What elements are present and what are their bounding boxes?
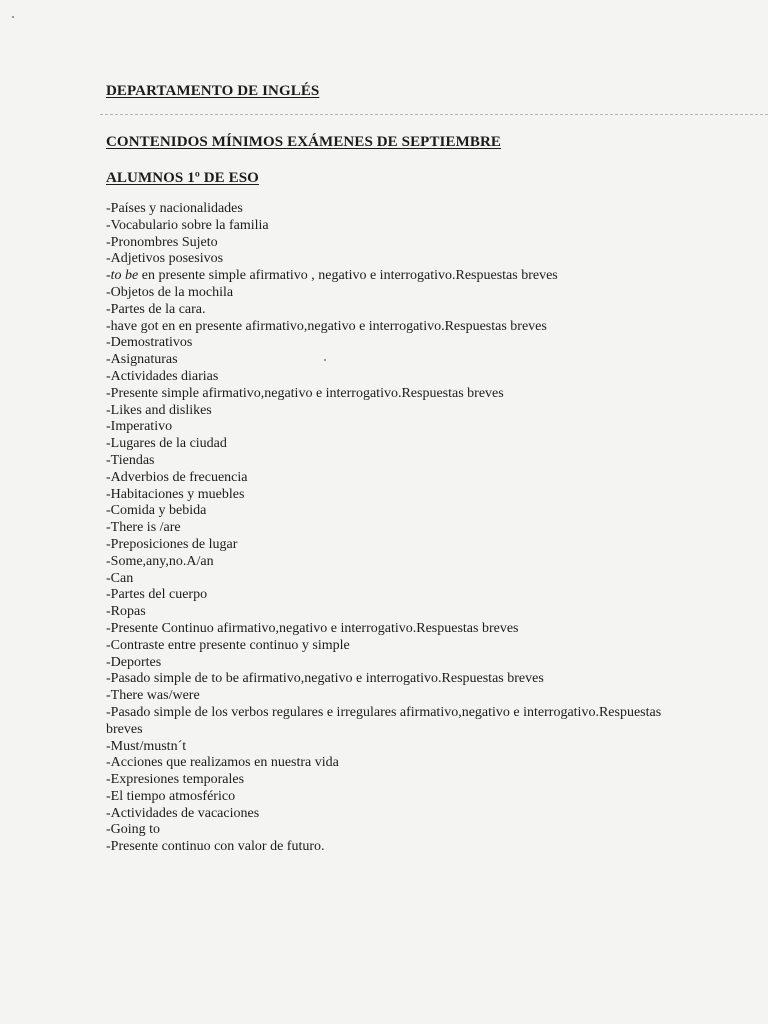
student-group-heading: ALUMNOS 1º DE ESO — [106, 170, 259, 186]
scan-artifact-line — [100, 114, 768, 115]
topic-item: -Can — [106, 570, 134, 586]
document-title: CONTENIDOS MÍNIMOS EXÁMENES DE SEPTIEMBRE — [106, 134, 501, 150]
topic-item: -Deportes — [106, 654, 162, 670]
topic-item: -Some,any,no.A/an — [106, 553, 214, 569]
topic-item: -Acciones que realizamos en nuestra vida — [106, 755, 339, 771]
topic-item: -Demostrativos — [106, 335, 193, 351]
topic-item: -Adjetivos posesivos — [106, 251, 224, 267]
topic-item: -Preposiciones de lugar — [106, 536, 238, 552]
scan-speck — [12, 16, 14, 18]
topic-item: -Expresiones temporales — [106, 772, 245, 788]
italic-prefix: -to be — [106, 268, 139, 284]
topic-item: -Comida y bebida — [106, 503, 207, 519]
topic-item: -Presente continuo con valor de futuro. — [106, 839, 325, 855]
topic-item: -Must/mustn´t — [106, 738, 187, 754]
topic-item: -have got en en presente afirmativo,negativo e interrogativo.Respuestas breves — [106, 318, 547, 334]
topic-item: -Objetos de la mochila — [106, 284, 234, 300]
topic-item: -There was/were — [106, 688, 200, 704]
topic-item: -Asignaturas — [106, 352, 178, 368]
topic-item: -Presente Continuo afirmativo,negativo e interrogativo.Respuestas breves — [106, 620, 519, 636]
topic-item: -Pasado simple de to be afirmativo,negativo e interrogativo.Respuestas breves — [106, 671, 544, 687]
department-heading: DEPARTAMENTO DE INGLÉS — [106, 83, 320, 99]
topic-item: -Partes del cuerpo — [106, 587, 208, 603]
topic-item: -Pronombres Sujeto — [106, 234, 218, 250]
topic-item: -Presente simple afirmativo,negativo e interrogativo.Respuestas breves — [106, 385, 504, 401]
topic-item: -Países y nacionalidades — [106, 201, 243, 216]
topic-item: -Likes and dislikes — [106, 402, 212, 418]
topic-item: -Actividades de vacaciones — [106, 805, 260, 821]
topic-item: -Partes de la cara. — [106, 301, 206, 317]
topic-item: -Ropas — [106, 604, 146, 620]
topic-item: -Vocabulario sobre la familia — [106, 217, 269, 233]
topic-item-text: en presente simple afirmativo , negativo e interrogativo.Respuestas breves — [141, 268, 558, 284]
topics-list — [106, 201, 686, 856]
topic-item: -There is /are — [106, 520, 181, 536]
topic-item: -Adverbios de frecuencia — [106, 469, 248, 485]
topic-item: -Tiendas — [106, 452, 155, 468]
topic-item: -Contraste entre presente continuo y simple — [106, 637, 350, 653]
topic-item: -Pasado simple de los verbos regulares e irregulares afirmativo,negativo e interrogativo.Respuestas breves — [106, 704, 662, 737]
topic-item: -Habitaciones y muebles — [106, 486, 245, 502]
topic-item: -Actividades diarias — [106, 368, 219, 384]
topic-item: -Imperativo — [106, 419, 173, 435]
topic-item: -Lugares de la ciudad — [106, 436, 227, 452]
topic-item: -El tiempo atmosférico — [106, 788, 236, 804]
topic-item: -Going to — [106, 822, 161, 838]
topic-item-to-be — [106, 268, 686, 285]
